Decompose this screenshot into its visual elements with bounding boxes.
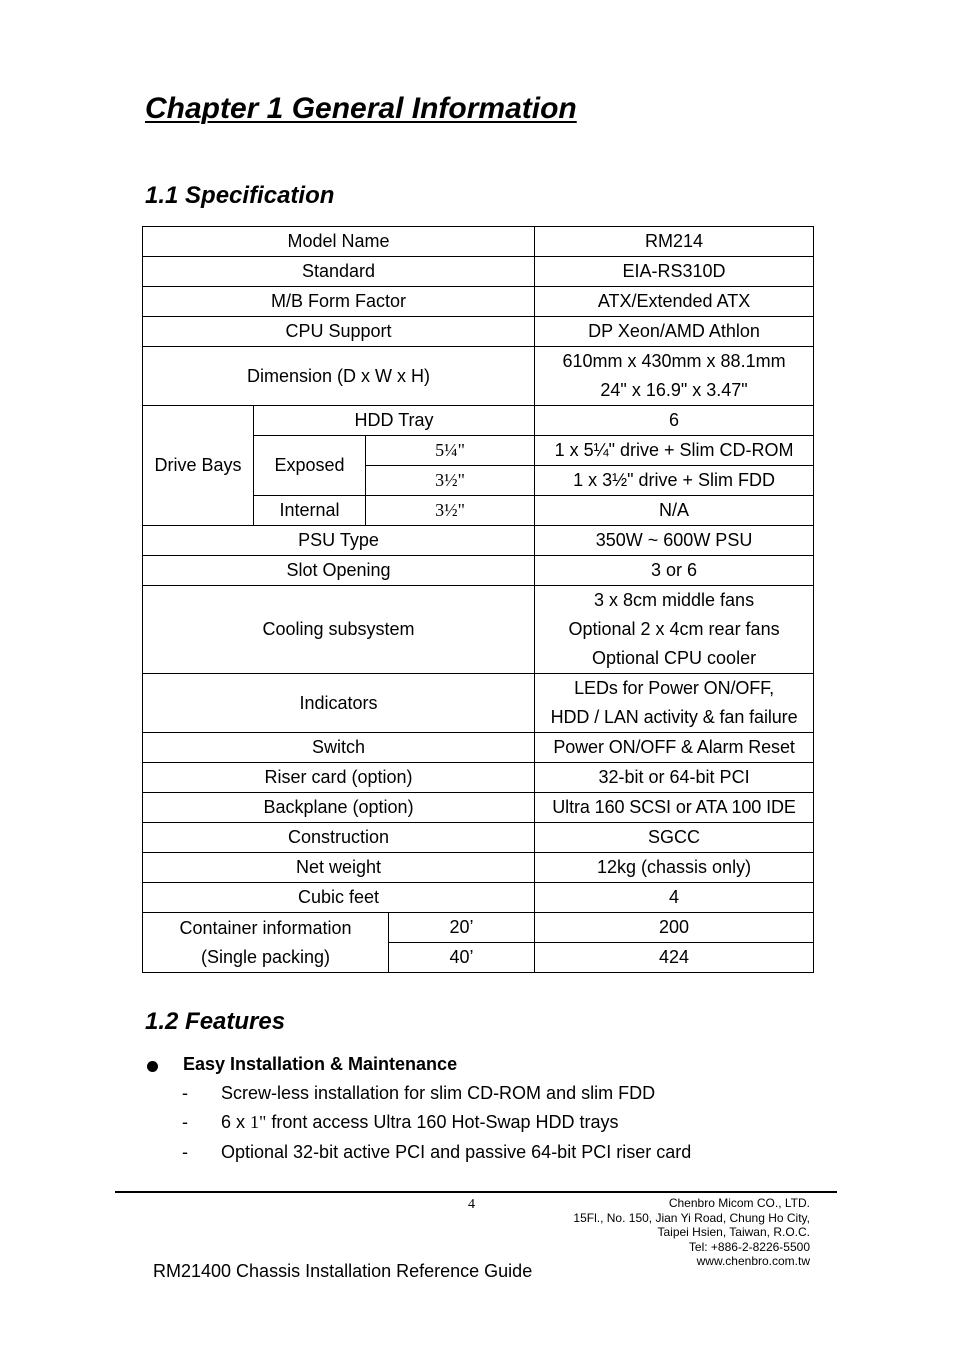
spec-label: HDD Tray xyxy=(254,406,535,436)
feature-item-text: Screw-less installation for slim CD-ROM and slim FDD xyxy=(221,1083,656,1103)
spec-value xyxy=(535,586,814,674)
dimension-metric: 610mm x 430mm x 88.1mm xyxy=(562,351,786,371)
dash-marker: - xyxy=(182,1083,188,1103)
spec-label: CPU Support xyxy=(143,317,535,347)
spec-label: Riser card (option) xyxy=(143,763,535,793)
spec-label: Model Name xyxy=(143,227,535,257)
company-address: 15Fl., No. 150, Jian Yi Road, Chung Ho City, xyxy=(573,1210,810,1225)
cooling-line: Optional CPU cooler xyxy=(592,648,757,668)
company-info xyxy=(573,1196,810,1269)
spec-value: 12kg (chassis only) xyxy=(535,853,814,883)
exposed-label: Exposed xyxy=(254,436,366,496)
spec-row-psu-type xyxy=(143,526,814,556)
bay-size: 3½" xyxy=(366,496,535,526)
spec-value: 424 xyxy=(535,943,814,973)
spec-label: Cooling subsystem xyxy=(143,586,535,674)
spec-value: SGCC xyxy=(535,823,814,853)
drive-bays-label: Drive Bays xyxy=(143,406,254,526)
spec-label: Cubic feet xyxy=(143,883,535,913)
specification-table xyxy=(142,226,814,973)
spec-row-slot-opening xyxy=(143,556,814,586)
bay-size: 5¼" xyxy=(366,436,535,466)
spec-value: DP Xeon/AMD Athlon xyxy=(535,317,814,347)
container-label-line: Container information xyxy=(179,917,352,938)
spec-value: 32-bit or 64-bit PCI xyxy=(535,763,814,793)
footer-divider xyxy=(115,1191,837,1193)
container-size: 20’ xyxy=(389,913,535,943)
feature-text-part: 6 x xyxy=(221,1112,251,1132)
spec-value xyxy=(535,347,814,406)
spec-row-cubic-feet xyxy=(143,883,814,913)
spec-row-dimension xyxy=(143,347,814,406)
spec-label: Standard xyxy=(143,257,535,287)
spec-row-container-20 xyxy=(143,913,814,943)
spec-value: Power ON/OFF & Alarm Reset xyxy=(535,733,814,763)
cooling-line: Optional 2 x 4cm rear fans xyxy=(568,619,780,639)
internal-label: Internal xyxy=(254,496,366,526)
dash-marker: - xyxy=(182,1142,188,1162)
page-number: 4 xyxy=(468,1197,475,1212)
spec-row-construction xyxy=(143,823,814,853)
cooling-line: 3 x 8cm middle fans xyxy=(594,590,755,610)
company-website: www.chenbro.com.tw xyxy=(696,1254,810,1269)
spec-label: Backplane (option) xyxy=(143,793,535,823)
spec-label: PSU Type xyxy=(143,526,535,556)
indicators-line: HDD / LAN activity & fan failure xyxy=(550,707,798,727)
indicators-line: LEDs for Power ON/OFF, xyxy=(574,678,774,698)
spec-row-switch xyxy=(143,733,814,763)
specification-heading: 1.1 Specification xyxy=(145,182,335,209)
spec-value: 1 x 3½" drive + Slim FDD xyxy=(535,466,814,496)
spec-label: M/B Form Factor xyxy=(143,287,535,317)
spec-row-backplane xyxy=(143,793,814,823)
spec-value: 1 x 5¼" drive + Slim CD-ROM xyxy=(535,436,814,466)
spec-row-cooling xyxy=(143,586,814,674)
spec-value: 6 xyxy=(535,406,814,436)
spec-value: RM214 xyxy=(535,227,814,257)
features-heading: 1.2 Features xyxy=(145,1008,286,1035)
spec-value: N/A xyxy=(535,496,814,526)
spec-value: 4 xyxy=(535,883,814,913)
spec-row-mb-form-factor xyxy=(143,287,814,317)
inch-mark: 1" xyxy=(250,1112,267,1132)
spec-row-net-weight xyxy=(143,853,814,883)
spec-value: ATX/Extended ATX xyxy=(535,287,814,317)
feature-text-part: front access Ultra 160 Hot-Swap HDD trays xyxy=(266,1112,619,1132)
spec-value: 350W ~ 600W PSU xyxy=(535,526,814,556)
spec-label: Indicators xyxy=(143,674,535,733)
container-label xyxy=(143,913,389,973)
spec-row-model-name xyxy=(143,227,814,257)
feature-item-text xyxy=(221,1112,619,1133)
spec-label: Slot Opening xyxy=(143,556,535,586)
feature-group-title: Easy Installation & Maintenance xyxy=(183,1054,458,1074)
spec-label: Dimension (D x W x H) xyxy=(143,347,535,406)
spec-value: Ultra 160 SCSI or ATA 100 IDE xyxy=(535,793,814,823)
dash-marker: - xyxy=(182,1112,188,1132)
spec-value: 3 or 6 xyxy=(535,556,814,586)
spec-row-standard xyxy=(143,257,814,287)
spec-row-indicators xyxy=(143,674,814,733)
spec-label: Switch xyxy=(143,733,535,763)
company-name: Chenbro Micom CO., LTD. xyxy=(668,1196,810,1210)
guide-title: RM21400 Chassis Installation Reference Guide xyxy=(153,1261,533,1281)
chapter-title: Chapter 1 General Information xyxy=(145,92,577,125)
spec-row-riser-card xyxy=(143,763,814,793)
feature-item-text: Optional 32-bit active PCI and passive 64-bit PCI riser card xyxy=(221,1142,692,1162)
spec-value xyxy=(535,674,814,733)
spec-row-cpu-support xyxy=(143,317,814,347)
spec-label: Construction xyxy=(143,823,535,853)
spec-row-hdd-tray xyxy=(143,406,814,436)
company-address: Taipei Hsien, Taiwan, R.O.C. xyxy=(657,1225,810,1240)
company-tel: Tel: +886-2-8226-5500 xyxy=(688,1239,810,1254)
spec-value: 200 xyxy=(535,913,814,943)
spec-label: Net weight xyxy=(143,853,535,883)
container-size: 40’ xyxy=(389,943,535,973)
spec-value: EIA-RS310D xyxy=(535,257,814,287)
bullet-icon xyxy=(147,1061,158,1072)
container-label-line: (Single packing) xyxy=(200,946,331,967)
bay-size: 3½" xyxy=(366,466,535,496)
dimension-imperial: 24" x 16.9" x 3.47" xyxy=(600,380,748,400)
